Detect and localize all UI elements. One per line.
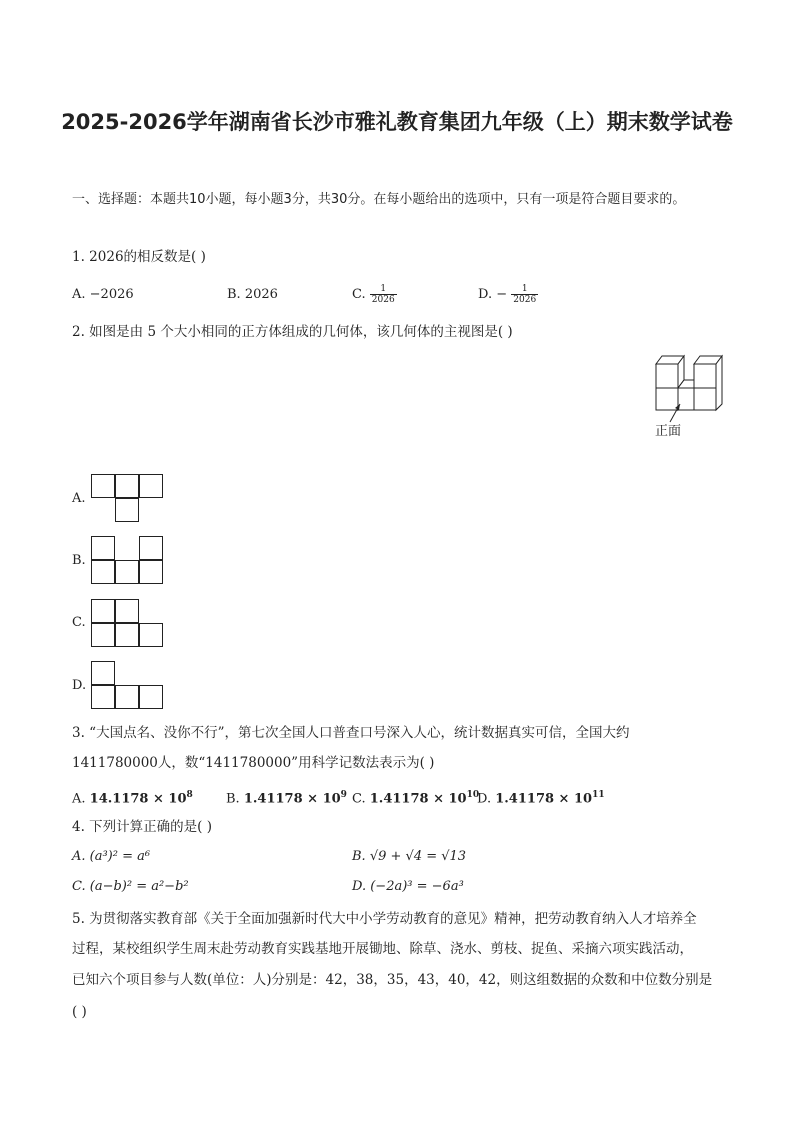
grid-square bbox=[91, 560, 115, 584]
question-4-stem: 4. 下列计算正确的是( ) bbox=[72, 819, 212, 835]
question-5-line-1: 5. 为贯彻落实教育部《关于全面加强新时代大中小学劳动教育的意见》精神，把劳动教育纳入人才培养全 bbox=[72, 911, 697, 927]
grid-square bbox=[91, 536, 115, 560]
q1-option-a: A. −2026 bbox=[72, 287, 134, 302]
q2-option-d-label: D. bbox=[72, 678, 87, 693]
grid-square bbox=[91, 661, 115, 685]
q1-option-d-fraction bbox=[511, 284, 538, 305]
q3-option-d-exponent: 11 bbox=[592, 790, 605, 800]
grid-square bbox=[115, 599, 139, 623]
question-1-stem: 1. 2026的相反数是( ) bbox=[72, 249, 206, 265]
grid-square bbox=[91, 474, 115, 498]
q3-option-b-label: B. bbox=[226, 791, 240, 807]
grid-square bbox=[139, 474, 163, 498]
grid-square bbox=[115, 560, 139, 584]
question-2-stem: 2. 如图是由 5 个大小相同的正方体组成的几何体，该几何体的主视图是( ) bbox=[72, 324, 513, 340]
grid-square bbox=[91, 685, 115, 709]
q3-option-d-value: 1.41178 × 10 bbox=[495, 791, 593, 807]
grid-square bbox=[139, 685, 163, 709]
q3-option-b-value: 1.41178 × 10 bbox=[243, 791, 341, 807]
grid-square bbox=[139, 560, 163, 584]
grid-square bbox=[139, 536, 163, 560]
q3-option-b-exponent: 9 bbox=[340, 790, 347, 800]
q3-option-d bbox=[477, 785, 605, 809]
q1-option-c-label: C. bbox=[352, 287, 366, 302]
q1-option-b: B. 2026 bbox=[227, 287, 278, 302]
q4-option-d: D. (−2a)³ = −6a³ bbox=[352, 879, 464, 894]
q3-option-b bbox=[226, 785, 347, 809]
q3-option-a-value: 14.1178 × 10 bbox=[89, 791, 187, 807]
q4-option-c: C. (a−b)² = a²−b² bbox=[72, 879, 189, 894]
question-3-line-1: 3. “大国点名、没你不行”，第七次全国人口普查口号深入人心，统计数据真实可信，全国大约 bbox=[72, 725, 630, 741]
q4-option-b: B. √9 + √4 = √13 bbox=[352, 849, 467, 864]
fraction-numerator: 1 bbox=[511, 284, 538, 295]
q3-option-a bbox=[72, 785, 193, 809]
q1-option-d bbox=[478, 284, 538, 305]
grid-square bbox=[139, 623, 163, 647]
q3-option-c-value: 1.41178 × 10 bbox=[369, 791, 467, 807]
q4-option-a: A. (a³)² = a⁶ bbox=[72, 849, 151, 864]
q2-option-a-label: A. bbox=[72, 491, 86, 506]
grid-square bbox=[115, 623, 139, 647]
fraction-denominator: 2026 bbox=[513, 295, 537, 305]
q3-option-a-label: A. bbox=[72, 791, 86, 807]
q3-option-a-exponent: 8 bbox=[186, 790, 193, 800]
grid-square bbox=[115, 498, 139, 522]
q3-option-d-label: D. bbox=[477, 791, 492, 807]
question-5-line-2: 过程，某校组织学生周末赴劳动教育实践基地开展锄地、除草、浇水、剪枝、捉鱼、采摘六项实践活动， bbox=[72, 941, 693, 957]
q3-option-c-exponent: 10 bbox=[466, 790, 480, 800]
page-title: 2025-2026学年湖南省长沙市雅礼教育集团九年级（上）期末数学试卷 bbox=[61, 110, 733, 134]
fraction-denominator: 2026 bbox=[371, 295, 395, 305]
fraction-numerator: 1 bbox=[370, 284, 397, 295]
question-5-line-4: ( ) bbox=[72, 1004, 87, 1020]
grid-square bbox=[91, 623, 115, 647]
question-3-line-2: 1411780000人，数“1411780000”用科学记数法表示为( ) bbox=[72, 755, 435, 771]
q3-option-c-label: C. bbox=[352, 791, 366, 807]
question-5-line-3: 已知六个项目参与人数(单位：人)分别是：42，38，35，43，40，42，则这组数据的众数和中位数分别是 bbox=[72, 972, 713, 988]
q2-option-c-label: C. bbox=[72, 615, 86, 630]
grid-square bbox=[115, 474, 139, 498]
section-heading: 一、选择题：本题共10小题，每小题3分，共30分。在每小题给出的选项中，只有一项是符合题目要求的。 bbox=[72, 192, 686, 207]
q1-option-c bbox=[352, 284, 397, 305]
front-view-caption: 正面 bbox=[655, 424, 682, 439]
q3-option-c bbox=[352, 785, 479, 809]
q1-option-d-label: D. − bbox=[478, 287, 508, 302]
grid-square bbox=[115, 685, 139, 709]
grid-square bbox=[91, 599, 115, 623]
q2-option-b-label: B. bbox=[72, 553, 86, 568]
q1-option-c-fraction bbox=[370, 284, 397, 305]
